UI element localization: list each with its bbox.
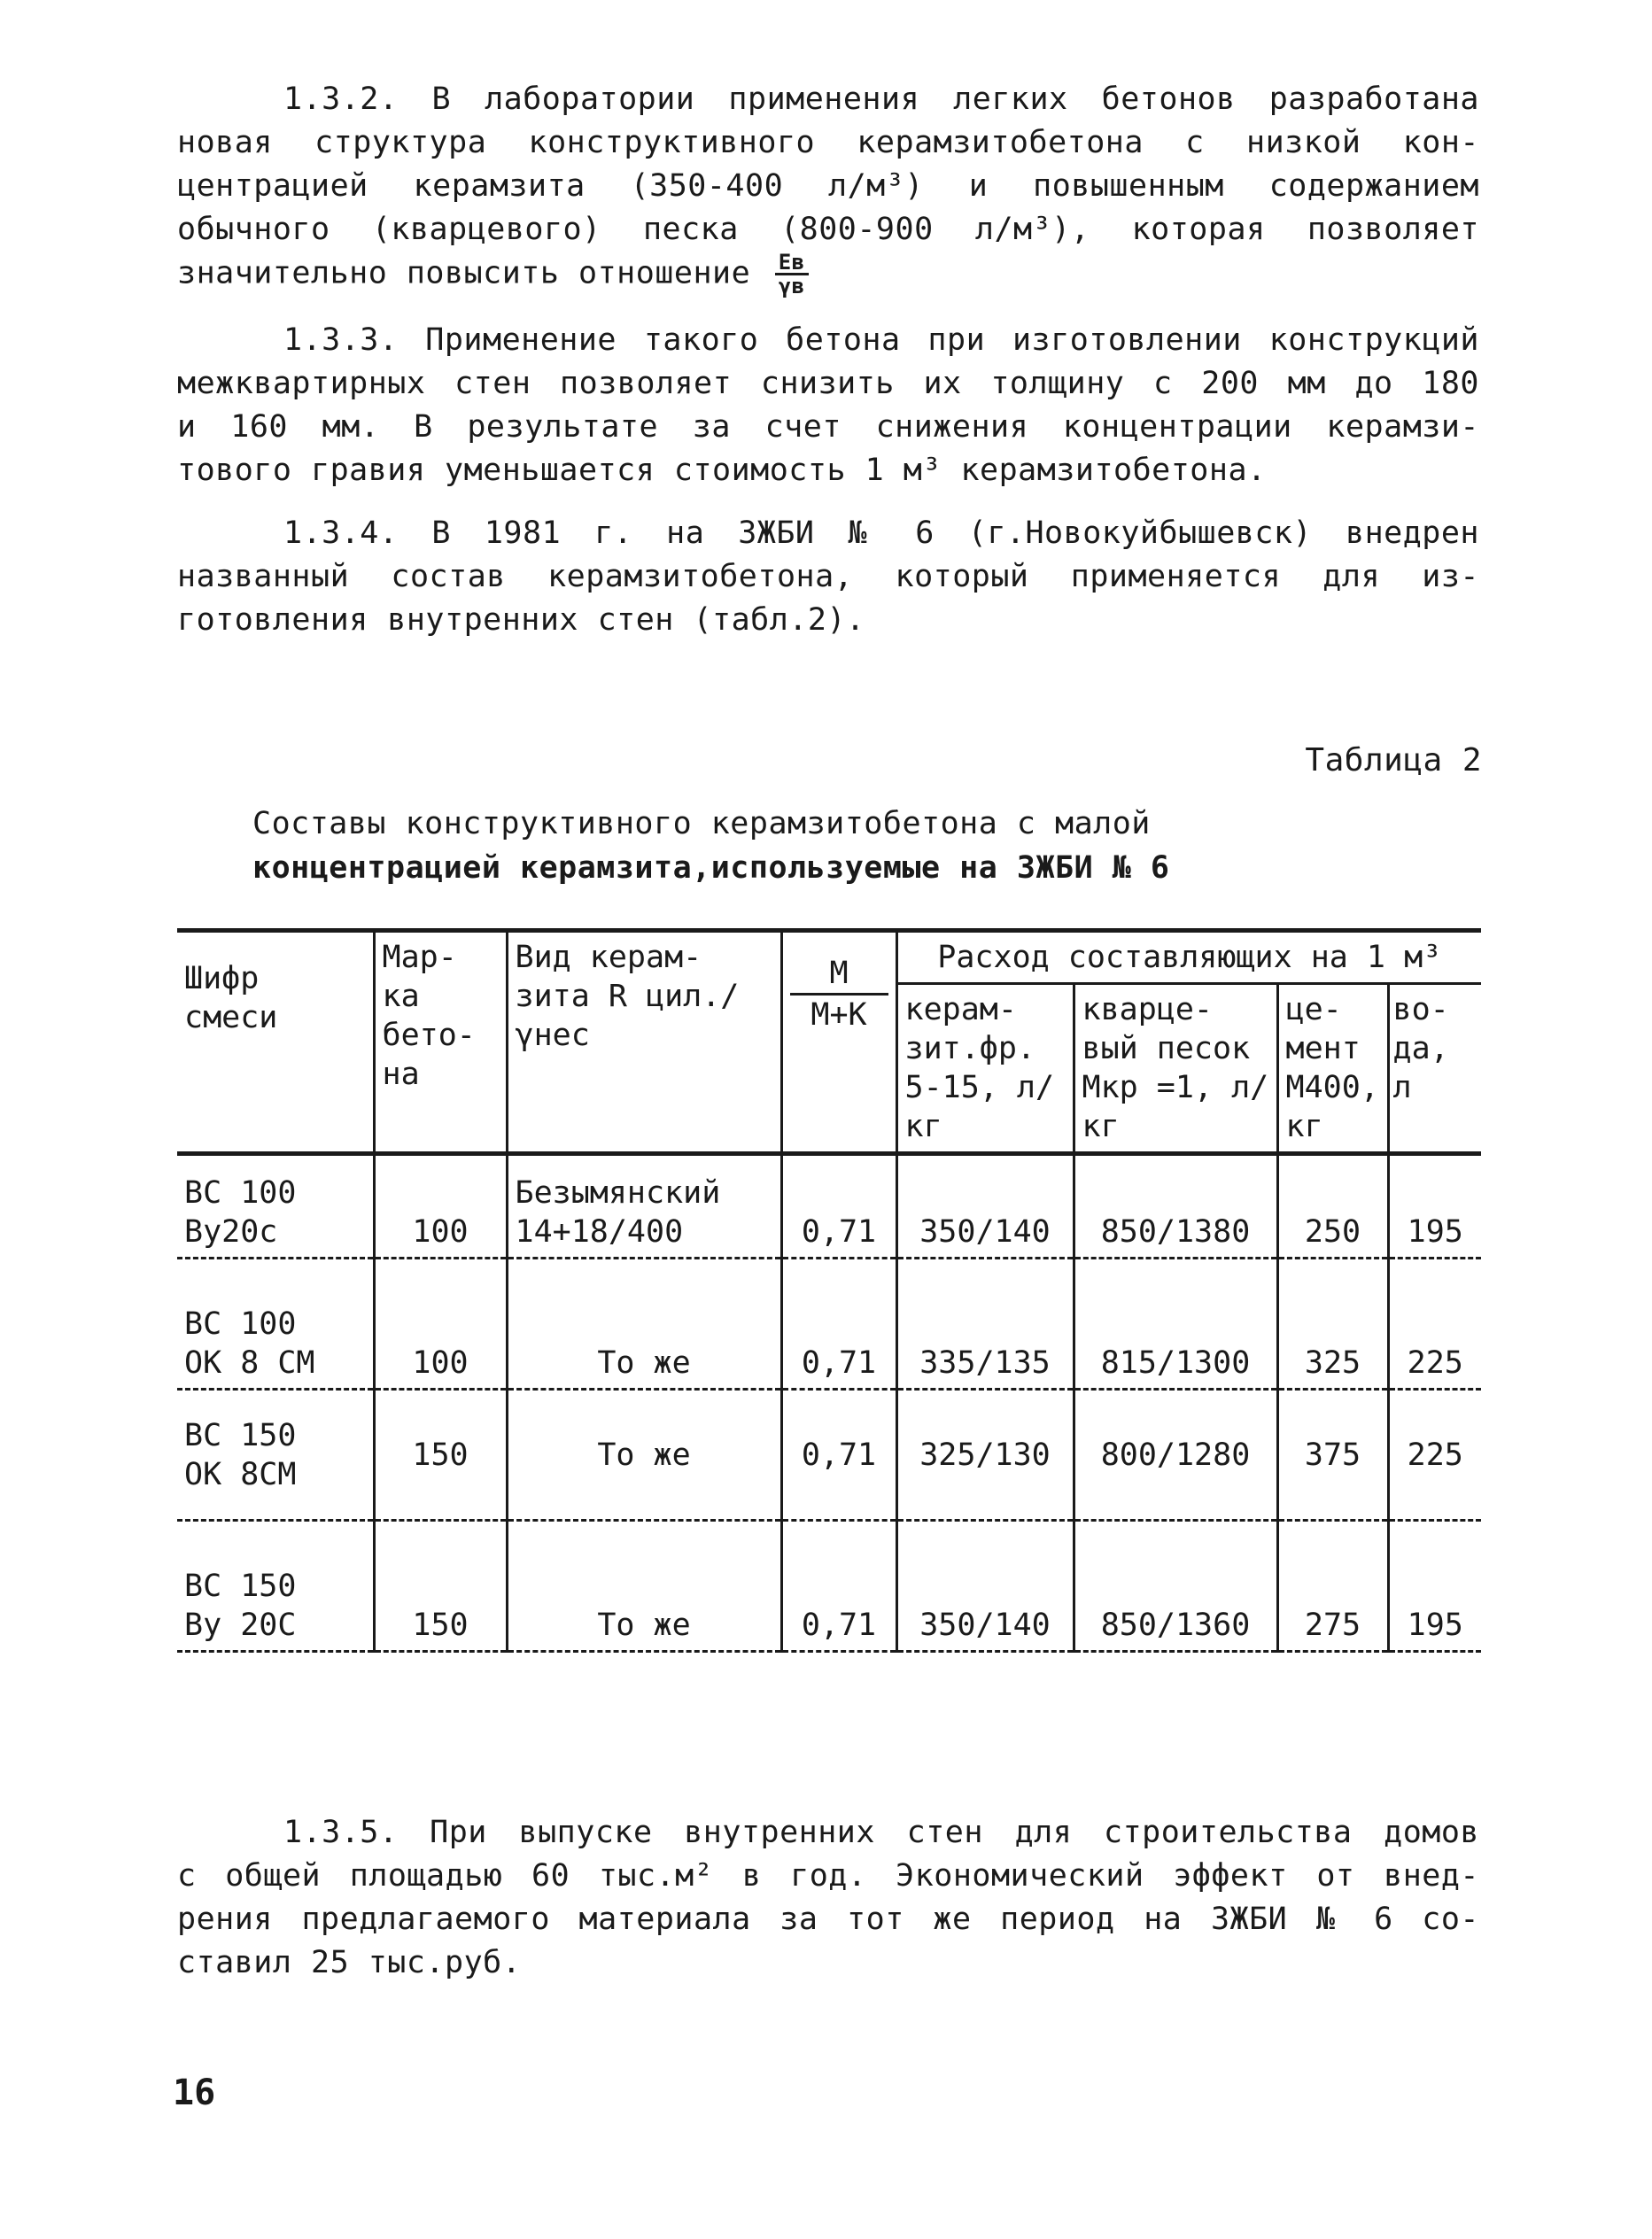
- cell-clay: 325/130: [896, 1390, 1074, 1521]
- paragraph-1-3-5: [177, 1811, 1479, 1985]
- cell-text: ВС 100: [184, 1175, 297, 1211]
- cell-ratio: 0,71: [781, 1521, 896, 1652]
- table-row: [177, 1390, 1481, 1521]
- cell-sand: 850/1360: [1074, 1521, 1277, 1652]
- cell-code: [177, 1154, 374, 1259]
- cell-sand: 800/1280: [1074, 1390, 1277, 1521]
- cell-clay: 350/140: [896, 1154, 1074, 1259]
- text-line: значительно повысить отношение: [177, 255, 751, 291]
- cell-cement: 275: [1277, 1521, 1388, 1652]
- cell-text: ОК 8 СМ: [184, 1345, 315, 1381]
- cell-text: Ву20с: [184, 1214, 278, 1250]
- cell-code: [177, 1390, 374, 1521]
- paragraph-1-3-2: [177, 78, 1479, 297]
- cell-clay-type: [507, 1154, 781, 1259]
- cell-water: 195: [1388, 1521, 1481, 1652]
- cell-cement: 375: [1277, 1390, 1388, 1521]
- cell-text: ВС 100: [184, 1306, 297, 1342]
- cell-water: 225: [1388, 1259, 1481, 1390]
- cell-sand: 850/1380: [1074, 1154, 1277, 1259]
- cell-grade: 100: [374, 1259, 507, 1390]
- cell-text: ВС 150: [184, 1417, 297, 1453]
- cell-text: ОК 8СМ: [184, 1456, 297, 1492]
- header-text: кварце- вый песок Мкр =1, л/кг: [1082, 992, 1269, 1144]
- fraction-denominator: γв: [778, 274, 805, 298]
- text-line: обычного (кварцевого) песка (800-900 л/м³), которая позволяет: [177, 212, 1479, 247]
- page-number: 16: [173, 2072, 216, 2113]
- header-text: Мар- ка бето- на: [382, 940, 476, 1092]
- text-line: названный состав керамзитобетона, который применяется для из-: [177, 559, 1479, 594]
- header-mix-code: [177, 931, 374, 1154]
- cell-clay-type: То же: [507, 1259, 781, 1390]
- text-line: 1.3.5. При выпуске внутренних стен для строительства домов: [283, 1815, 1479, 1850]
- text-line: 1.3.2. В лаборатории применения легких бетонов разработана: [283, 81, 1479, 117]
- header-clay-fraction: [896, 984, 1074, 1154]
- header-water: [1388, 984, 1481, 1154]
- table-label: Таблица 2: [1305, 742, 1482, 779]
- text-line: и 160 мм. В результате за счет снижения концентрации керамзи-: [177, 409, 1479, 445]
- cell-cement: 250: [1277, 1154, 1388, 1259]
- ratio-numerator: М: [790, 954, 888, 996]
- cell-text: Безымянский: [515, 1175, 721, 1211]
- text-line: 1.3.4. В 1981 г. на ЗЖБИ № 6 (г.Новокуйбышевск) внедрен: [283, 515, 1479, 551]
- text-line: готовления внутренних стен (табл.2).: [177, 602, 865, 638]
- mix-composition-table: [177, 928, 1481, 1653]
- cell-ratio: 0,71: [781, 1259, 896, 1390]
- header-consumption: [896, 931, 1481, 984]
- ratio-denominator: М+К: [810, 997, 867, 1033]
- paragraph-1-3-4: [177, 512, 1479, 642]
- cell-ratio: 0,71: [781, 1154, 896, 1259]
- header-text: це- мент М400, кг: [1285, 992, 1379, 1144]
- text-line: тового гравия уменьшается стоимость 1 м³ керамзитобетона.: [177, 453, 1267, 488]
- cell-clay-type: То же: [507, 1521, 781, 1652]
- header-text: Шифр смеси: [184, 961, 278, 1035]
- cell-grade: 100: [374, 1154, 507, 1259]
- cell-text: ВС 150: [184, 1569, 297, 1604]
- table-row: [177, 1154, 1481, 1259]
- text-line: ставил 25 тыс.руб.: [177, 1945, 522, 1980]
- header-cement: [1277, 984, 1388, 1154]
- header-sand: [1074, 984, 1277, 1154]
- cell-code: [177, 1259, 374, 1390]
- paragraph-1-3-3: [177, 319, 1479, 492]
- ratio-fraction: [790, 954, 888, 1034]
- header-text: керам- зит.фр. 5-15, л/кг: [904, 992, 1055, 1144]
- text-line: межквартирных стен позволяет снизить их толщину с 200 мм до 180: [177, 366, 1479, 401]
- cell-code: [177, 1521, 374, 1652]
- header-text: во- да, л: [1392, 992, 1449, 1105]
- text-line: 1.3.3. Применение такого бетона при изготовлении конструкций: [283, 322, 1479, 358]
- fraction-numerator: Eв: [775, 252, 809, 275]
- header-ratio: [781, 931, 896, 1154]
- cell-water: 195: [1388, 1154, 1481, 1259]
- header-text: Вид керам- зита R цил./ γнес: [515, 940, 740, 1053]
- table-title: [252, 802, 1169, 890]
- table-title-line: концентрацией керамзита,используемые на ЗЖБИ № 6: [252, 850, 1170, 886]
- header-text: Расход составляющих на 1 м³: [937, 940, 1442, 975]
- cell-text: 14+18/400: [515, 1214, 684, 1250]
- cell-water: 225: [1388, 1390, 1481, 1521]
- cell-text: Ву 20С: [184, 1608, 297, 1643]
- modulus-density-fraction: [775, 252, 809, 297]
- header-grade: [374, 931, 507, 1154]
- table-row: [177, 1259, 1481, 1390]
- cell-clay: 335/135: [896, 1259, 1074, 1390]
- cell-clay-type: То же: [507, 1390, 781, 1521]
- header-clay-type: [507, 931, 781, 1154]
- cell-clay: 350/140: [896, 1521, 1074, 1652]
- cell-grade: 150: [374, 1521, 507, 1652]
- cell-grade: 150: [374, 1390, 507, 1521]
- text-line: с общей площадью 60 тыс.м² в год. Экономический эффект от внед-: [177, 1858, 1479, 1894]
- text-line: рения предлагаемого материала за тот же период на ЗЖБИ № 6 со-: [177, 1902, 1479, 1937]
- cell-ratio: 0,71: [781, 1390, 896, 1521]
- cell-sand: 815/1300: [1074, 1259, 1277, 1390]
- text-line-last: [177, 252, 1479, 297]
- table-title-line: Составы конструктивного керамзитобетона с малой: [252, 806, 1151, 841]
- text-line: центрацией керамзита (350-400 л/м³) и повышенным содержанием: [177, 168, 1479, 204]
- text-line: новая структура конструктивного керамзитобетона с низкой кон-: [177, 125, 1479, 160]
- table-row: [177, 1521, 1481, 1652]
- cell-cement: 325: [1277, 1259, 1388, 1390]
